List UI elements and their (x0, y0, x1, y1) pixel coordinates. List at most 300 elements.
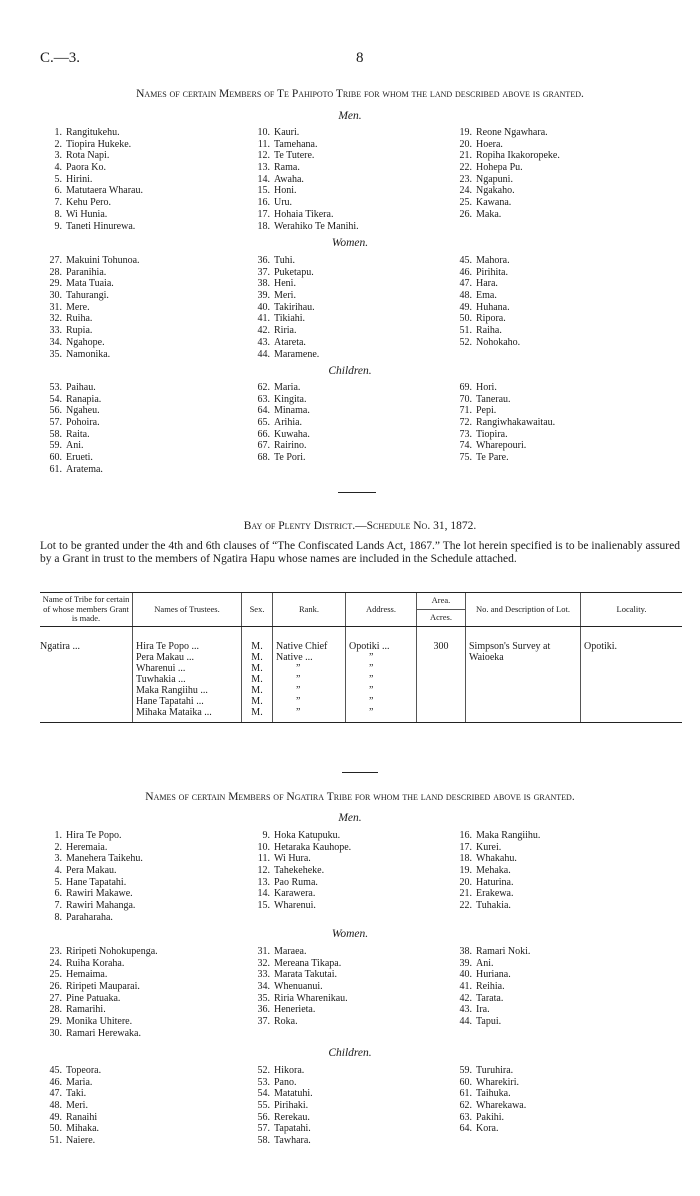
list-item (40, 1112, 101, 1124)
cell-line: ” (369, 651, 374, 663)
list-item (450, 958, 530, 970)
list-item-name: Tapatahi. (274, 1123, 311, 1135)
list-item-name: Ani. (476, 957, 494, 969)
section1-men-col1 (40, 127, 143, 232)
list-item-number: 37. (257, 266, 270, 278)
list-item-number: 10. (257, 841, 270, 853)
cell-line: M. (251, 673, 263, 685)
list-item-number: 36. (257, 1004, 270, 1016)
list-item-number: 34. (49, 336, 62, 348)
section1-women-col1 (40, 255, 140, 360)
list-item (40, 1004, 158, 1016)
list-item-name: Puketapu. (274, 266, 314, 278)
list-item-name: Marata Takutai. (274, 969, 337, 981)
list-item-name: Karawera. (274, 888, 316, 900)
list-item-number: 6. (54, 888, 62, 900)
list-item-name: Wi Hura. (274, 853, 311, 865)
list-item-number: 2. (54, 138, 62, 150)
list-item (248, 337, 319, 349)
list-item-number: 61. (49, 463, 62, 475)
list-item (248, 1112, 313, 1124)
list-item-name: Hane Tapatahi. (66, 876, 127, 888)
list-item-name: Ranapia. (66, 393, 102, 405)
list-item (40, 1077, 101, 1089)
list-item-name: Rama. (274, 162, 300, 174)
list-item-name: Mere. (66, 301, 90, 313)
list-item (40, 278, 140, 290)
list-item-number: 32. (49, 313, 62, 325)
list-item (248, 382, 310, 394)
list-item-name: Hira Te Popo. (66, 830, 122, 841)
list-item-name: Mihaka. (66, 1123, 100, 1135)
list-item-name: Uru. (274, 197, 293, 209)
list-item-name: Paraharaha. (66, 911, 113, 923)
list-item (40, 1065, 101, 1077)
list-item-number: 61. (459, 1088, 472, 1100)
list-item-name: Wharekiri. (476, 1076, 520, 1088)
list-item-name: Hoera. (476, 138, 503, 150)
list-item (450, 888, 540, 900)
list-item (248, 221, 359, 233)
list-item (450, 325, 520, 337)
list-item-number: 41. (459, 981, 472, 993)
list-item (248, 1077, 313, 1089)
col-sex: Sex. (242, 593, 273, 627)
list-item-name: Rawiri Makawe. (66, 888, 133, 900)
section1-women-col2 (248, 255, 319, 360)
list-item-number: 73. (459, 428, 472, 440)
list-item (450, 946, 530, 958)
list-item-name: Kurei. (476, 841, 502, 853)
list-item-name: Takirihau. (274, 301, 315, 313)
list-item-number: 57. (257, 1123, 270, 1135)
list-item (40, 958, 158, 970)
list-item (40, 981, 158, 993)
list-item-name: Pepi. (476, 405, 497, 417)
list-item-number: 29. (49, 1016, 62, 1028)
cell-line: ” (369, 706, 374, 718)
list-item (40, 174, 143, 186)
list-item-number: 62. (257, 382, 270, 393)
list-item-number: 37. (257, 1016, 270, 1028)
cell-rank (273, 626, 346, 722)
list-item-number: 53. (257, 1076, 270, 1088)
list-item-number: 47. (49, 1088, 62, 1100)
list-item (248, 888, 351, 900)
list-item-number: 7. (54, 900, 62, 912)
list-item (248, 958, 348, 970)
list-item-number: 54. (49, 393, 62, 405)
col-acres: Acres. (417, 609, 466, 626)
section1-men-label: Men. (338, 110, 362, 122)
list-item-name: Ramari Noki. (476, 946, 531, 957)
list-item (40, 209, 143, 221)
section2-title: Names of certain Members of Ngatira Tribe for whom the land described above is granted. (145, 791, 575, 803)
list-item-number: 38. (459, 946, 472, 957)
list-item-name: Hohaia Tikera. (274, 208, 334, 220)
list-item-name: Taki. (66, 1088, 87, 1100)
list-item-name: Hemaima. (66, 969, 108, 981)
list-item-name: Te Pare. (476, 452, 509, 464)
list-item-number: 6. (54, 185, 62, 197)
list-item-number: 40. (459, 969, 472, 981)
list-item-number: 12. (257, 865, 270, 877)
list-item (450, 993, 530, 1005)
list-item-name: Taihuka. (476, 1088, 511, 1100)
list-item (450, 394, 555, 406)
list-item-name: Erakewa. (476, 888, 514, 900)
list-item-name: Pohoira. (66, 417, 100, 429)
list-item (248, 313, 319, 325)
list-item-name: Hetaraka Kauhope. (274, 841, 352, 853)
list-item (40, 417, 103, 429)
list-item (450, 302, 520, 314)
list-item-name: Roka. (274, 1016, 298, 1028)
list-item-number: 25. (49, 969, 62, 981)
list-item-number: 66. (257, 428, 270, 440)
list-item-number: 35. (257, 992, 270, 1004)
cell-line: M. (251, 651, 263, 663)
list-item (248, 1123, 313, 1135)
list-item-name: Riripeti Nohokupenga. (66, 946, 158, 957)
list-item (40, 877, 143, 889)
section2-children-col1 (40, 1065, 101, 1147)
list-item-number: 39. (459, 957, 472, 969)
list-item (248, 993, 348, 1005)
list-item-name: Manehera Taikehu. (66, 853, 143, 865)
list-item (40, 1135, 101, 1147)
list-item-number: 28. (49, 1004, 62, 1016)
section2-men-col2 (248, 830, 351, 912)
list-item-number: 30. (49, 290, 62, 302)
section1-women-col3 (450, 255, 520, 349)
list-item (248, 162, 359, 174)
divider (338, 492, 376, 493)
list-item-name: Maka Rangiihu. (476, 830, 541, 841)
list-item-name: Paihau. (66, 382, 96, 393)
section2-children-col3 (450, 1065, 526, 1135)
list-item-number: 33. (257, 969, 270, 981)
list-item-name: Whakahu. (476, 853, 517, 865)
list-item-number: 46. (459, 266, 472, 278)
cell-line: Maka Rangiihu ... (136, 684, 208, 696)
col-tribe: Name of Tribe for certain of whose members Grant is made. (40, 593, 133, 627)
list-item (450, 452, 555, 464)
list-item (40, 1088, 101, 1100)
list-item-number: 64. (459, 1123, 472, 1135)
list-item-name: Rangitukehu. (66, 127, 120, 138)
list-item-number: 4. (54, 162, 62, 174)
cell-line: Pera Makau ... (136, 651, 195, 663)
list-item-number: 40. (257, 301, 270, 313)
list-item-name: Ira. (476, 1004, 490, 1016)
list-item-number: 62. (459, 1100, 472, 1112)
list-item-number: 20. (459, 876, 472, 888)
list-item-number: 38. (257, 278, 270, 290)
cell-line: Tuwhakia ... (136, 673, 186, 685)
list-item-name: Wharenui. (274, 900, 316, 912)
col-area: Area. (417, 593, 466, 610)
list-item-name: Meri. (274, 290, 296, 302)
list-item-number: 52. (257, 1065, 270, 1076)
list-item-number: 54. (257, 1088, 270, 1100)
list-item-number: 64. (257, 405, 270, 417)
list-item (450, 1100, 526, 1112)
list-item-number: 59. (459, 1065, 472, 1076)
list-item (450, 185, 560, 197)
list-item-number: 13. (257, 162, 270, 174)
list-item-name: Ruiha. (66, 313, 93, 325)
col-locality: Locality. (581, 593, 683, 627)
list-item-name: Hirini. (66, 173, 93, 185)
list-item (40, 185, 143, 197)
list-item-name: Tarata. (476, 992, 504, 1004)
list-item-number: 15. (257, 900, 270, 912)
list-item (40, 349, 140, 361)
list-item-number: 65. (257, 417, 270, 429)
list-item-number: 4. (54, 865, 62, 877)
list-item (248, 349, 319, 361)
list-item-name: Kuwaha. (274, 428, 310, 440)
cell-line: Waioeka (469, 651, 504, 663)
list-item-name: Huriana. (476, 969, 511, 981)
list-item-number: 23. (49, 946, 62, 957)
list-item-name: Werahiko Te Manihi. (274, 220, 359, 232)
list-item-number: 11. (257, 138, 270, 150)
list-item-number: 9. (54, 220, 62, 232)
list-item-name: Mereana Tikapa. (274, 957, 342, 969)
list-item-number: 63. (459, 1111, 472, 1123)
list-item (450, 382, 555, 394)
section1-title: Names of certain Members of Te Pahipoto Tribe for whom the land described above is granted. (136, 88, 584, 100)
list-item-name: Meri. (66, 1100, 88, 1112)
cell-line: ” (369, 662, 374, 674)
list-item-name: Pano. (274, 1076, 297, 1088)
list-item-number: 49. (459, 301, 472, 313)
cell-sex (242, 626, 273, 722)
list-item-number: 23. (459, 173, 472, 185)
list-item-name: Ema. (476, 290, 497, 302)
list-item (248, 185, 359, 197)
list-item (248, 278, 319, 290)
list-item (450, 150, 560, 162)
list-item-name: Matatuhi. (274, 1088, 313, 1100)
list-item (450, 900, 540, 912)
list-item-name: Tahurangi. (66, 290, 109, 302)
list-item-number: 56. (257, 1111, 270, 1123)
list-item (40, 1028, 158, 1040)
list-item (450, 1077, 526, 1089)
list-item-name: Tahekeheke. (274, 865, 325, 877)
list-item-number: 18. (459, 853, 472, 865)
list-item-name: Maraea. (274, 946, 307, 957)
list-item-name: Ngahope. (66, 336, 105, 348)
list-item-number: 24. (459, 185, 472, 197)
list-item (40, 382, 103, 394)
list-item-number: 67. (257, 440, 270, 452)
list-item (450, 429, 555, 441)
cell-line: ” (296, 662, 301, 674)
list-item (248, 150, 359, 162)
list-item (450, 877, 540, 889)
cell-line: ” (296, 673, 301, 685)
list-item-name: Kauri. (274, 127, 300, 138)
list-item (248, 900, 351, 912)
cell-acres: 300 (417, 626, 466, 722)
list-item-name: Ropiha Ikakoropeke. (476, 150, 560, 162)
list-item-number: 58. (49, 428, 62, 440)
list-item-name: Ani. (66, 440, 84, 452)
list-item-name: Riria Wharenikau. (274, 992, 348, 1004)
section1-children-col1 (40, 382, 103, 476)
list-item (450, 981, 530, 993)
list-item-number: 55. (257, 1100, 270, 1112)
list-item-name: Rangiwhakawaitau. (476, 417, 556, 429)
list-item-name: Honi. (274, 185, 297, 197)
list-item (40, 162, 143, 174)
list-item (248, 429, 310, 441)
list-item-name: Tamehana. (274, 138, 318, 150)
list-item-name: Hikora. (274, 1065, 305, 1076)
list-item-number: 69. (459, 382, 472, 393)
list-item-name: Rerekau. (274, 1111, 310, 1123)
list-item-name: Maramene. (274, 348, 320, 360)
list-item-name: Tikiahi. (274, 313, 306, 325)
list-item-name: Taneti Hinurewa. (66, 220, 136, 232)
list-item (450, 830, 540, 842)
list-item (450, 139, 560, 151)
list-item (40, 464, 103, 476)
list-item-name: Tiopira Hukeke. (66, 138, 132, 150)
list-item-number: 47. (459, 278, 472, 290)
cell-line: ” (369, 695, 374, 707)
list-item-name: Wi Hunia. (66, 208, 108, 220)
cell-line: Native ... (276, 651, 313, 663)
list-item (40, 221, 143, 233)
list-item-number: 70. (459, 393, 472, 405)
cell-line: Simpson's Survey at (469, 640, 551, 652)
list-item-number: 8. (54, 911, 62, 923)
list-item (248, 394, 310, 406)
list-item-number: 22. (459, 162, 472, 174)
list-item (40, 1123, 101, 1135)
list-item (248, 440, 310, 452)
list-item (40, 1100, 101, 1112)
list-item-name: Hohepa Pu. (476, 162, 523, 174)
list-item-number: 46. (49, 1076, 62, 1088)
section2-men-col1 (40, 830, 143, 924)
list-item (40, 405, 103, 417)
list-item-number: 20. (459, 138, 472, 150)
list-item-number: 45. (459, 255, 472, 266)
list-item-name: Pirihaki. (274, 1100, 309, 1112)
list-item-name: Turuhira. (476, 1065, 514, 1076)
section2-women-col2 (248, 946, 348, 1028)
list-item-name: Riripeti Mauparai. (66, 981, 140, 993)
list-item (248, 1065, 313, 1077)
list-item-number: 13. (257, 876, 270, 888)
list-item-name: Wharekawa. (476, 1100, 527, 1112)
list-item-name: Tanerau. (476, 393, 511, 405)
list-item (40, 969, 158, 981)
section2-men-col3 (450, 830, 540, 912)
cell-line: ” (296, 706, 301, 718)
list-item-number: 68. (257, 452, 270, 464)
list-item-number: 39. (257, 290, 270, 302)
list-item (40, 452, 103, 464)
list-item-name: Awaha. (274, 173, 304, 185)
list-item-name: Ngaheu. (66, 405, 100, 417)
cell-lot (466, 626, 581, 722)
list-item-name: Hara. (476, 278, 498, 290)
list-item (248, 197, 359, 209)
list-item-number: 36. (257, 255, 270, 266)
cell-line: Native Chief (276, 640, 328, 652)
list-item-name: Matutaera Wharau. (66, 185, 143, 197)
list-item-name: Huhana. (476, 301, 510, 313)
cell-line: ” (369, 673, 374, 685)
list-item (450, 1112, 526, 1124)
list-item (40, 313, 140, 325)
list-item-number: 50. (49, 1123, 62, 1135)
list-item-number: 48. (459, 290, 472, 302)
list-item (248, 1004, 348, 1016)
list-item-number: 60. (49, 452, 62, 464)
cell-line: M. (251, 684, 263, 696)
list-item-name: Pera Makau. (66, 865, 117, 877)
list-item-name: Ramari Herewaka. (66, 1027, 141, 1039)
list-item-number: 41. (257, 313, 270, 325)
list-item-name: Monika Uhitere. (66, 1016, 133, 1028)
list-item-number: 44. (459, 1016, 472, 1028)
list-item-number: 17. (459, 841, 472, 853)
page-reference: C.—3. (40, 50, 81, 66)
list-item-number: 16. (459, 830, 472, 841)
list-item-name: Te Pori. (274, 452, 306, 464)
list-item-number: 58. (257, 1135, 270, 1147)
list-item-number: 57. (49, 417, 62, 429)
list-item (40, 946, 158, 958)
list-item (40, 197, 143, 209)
list-item-name: Henerieta. (274, 1004, 316, 1016)
list-item (248, 325, 319, 337)
list-item-number: 28. (49, 266, 62, 278)
list-item-name: Heremaia. (66, 841, 108, 853)
list-item-number: 26. (459, 208, 472, 220)
list-item-number: 19. (459, 127, 472, 138)
cell-line: M. (251, 695, 263, 707)
list-item (450, 417, 555, 429)
list-item-number: 11. (257, 853, 270, 865)
list-item (40, 853, 143, 865)
list-item (248, 405, 310, 417)
list-item-number: 17. (257, 208, 270, 220)
list-item (40, 394, 103, 406)
list-item-number: 18. (257, 220, 270, 232)
cell-line: ” (296, 684, 301, 696)
cell-line: M. (251, 640, 263, 652)
list-item-number: 9. (262, 830, 270, 841)
list-item-number: 75. (459, 452, 472, 464)
list-item-name: Ngakaho. (476, 185, 515, 197)
list-item-number: 12. (257, 150, 270, 162)
list-item-number: 21. (459, 888, 472, 900)
list-item-number: 33. (49, 325, 62, 337)
list-item (40, 429, 103, 441)
list-item (40, 888, 143, 900)
list-item (450, 162, 560, 174)
list-item-number: 35. (49, 348, 62, 360)
